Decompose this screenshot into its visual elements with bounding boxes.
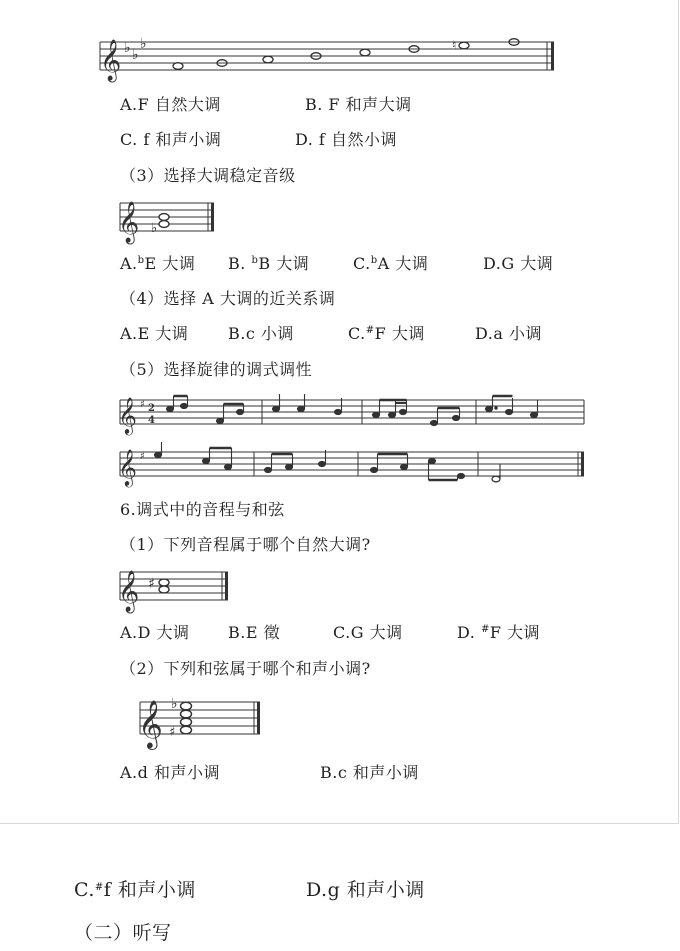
section6-q2-option-b: B.c 和声小调 [320,763,419,782]
notation-scale-staff [92,34,562,84]
svg-text:𝄞: 𝄞 [138,699,163,748]
svg-text:♯: ♯ [169,725,176,740]
q4-title: （4）选择 A 大调的近关系调 [120,289,336,308]
svg-text:♭: ♭ [124,40,131,56]
notation-chord-staff [138,692,268,748]
svg-text:♭: ♭ [140,36,147,52]
q3-option-b: B. $^b$B 大调 [228,254,310,273]
q3-option-d: D.G 大调 [483,254,554,273]
section6-title: 6.调式中的音程与和弦 [120,500,285,519]
svg-text:♯: ♯ [140,451,145,462]
svg-text:♯: ♯ [148,576,155,592]
notation-melody-line-2 [118,444,588,486]
svg-text:𝄞: 𝄞 [118,396,137,434]
q2-option-d: D. f 自然小调 [295,130,397,149]
document-page-2 [0,827,680,951]
section6-q1-option-b: B.E 徵 [228,623,281,642]
page2-option-d: D.g 和声小调 [306,879,425,901]
q2-option-a: A.F 自然大调 [120,95,221,114]
section6-q1-option-a: A.D 大调 [120,623,190,642]
svg-text:2: 2 [148,403,155,414]
q4-option-a: A.E 大调 [120,324,189,343]
section6-q1-option-d: D. #F 大调 [457,623,541,642]
q3-option-a: A.$^b$E 大调 [120,254,196,273]
q4-option-c: C.#F 大调 [348,324,425,343]
q3-option-c: C.$^b$A 大调 [353,254,429,273]
section6-q2-title: （2）下列和弦属于哪个和声小调? [120,659,371,678]
page2-heading: （二）听写 [74,922,172,944]
svg-text:♮: ♮ [452,38,457,52]
section6-q1-option-c: C.G 大调 [333,623,403,642]
notation-q3-staff [118,198,218,243]
notation-interval-staff [118,566,238,611]
q3-title: （3）选择大调稳定音级 [120,166,296,185]
svg-text:♭: ♭ [132,47,139,63]
section6-q1-title: （1）下列音程属于哪个自然大调? [120,535,371,554]
svg-text:♭: ♭ [151,221,158,236]
q4-option-d: D.a 小调 [475,324,542,343]
svg-text:𝄞: 𝄞 [100,40,122,81]
svg-text:4: 4 [148,415,155,426]
q4-option-b: B.c 小调 [228,324,294,343]
q5-title: （5）选择旋律的调式调性 [120,360,313,379]
svg-text:𝄞: 𝄞 [118,571,140,612]
svg-text:♯: ♯ [140,399,145,410]
section6-q2-option-a: A.d 和声小调 [120,763,220,782]
svg-text:𝄞: 𝄞 [118,448,137,486]
notation-melody-line-1 [118,392,588,434]
svg-text:♭: ♭ [171,696,178,712]
q2-option-c: C. f 和声小调 [120,130,222,149]
page2-option-c: C.#f 和声小调 [74,879,196,901]
svg-text:𝄞: 𝄞 [118,202,140,243]
q2-option-b: B. F 和声大调 [305,95,412,114]
